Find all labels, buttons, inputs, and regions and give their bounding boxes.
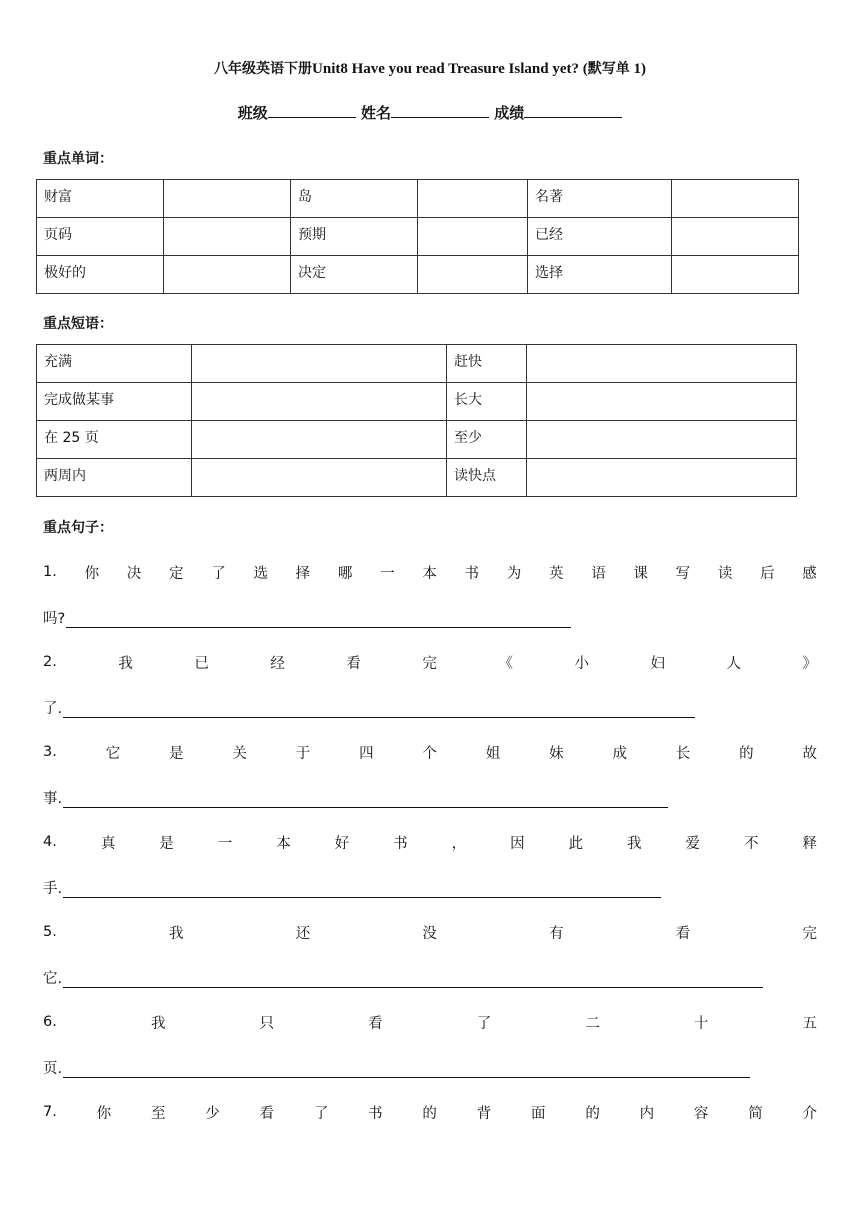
sentence-char: 我 [150,1015,166,1032]
phrase-cell: 充满 [37,345,192,383]
answer-cell[interactable] [164,180,291,218]
sentence-char: 有 [549,925,564,942]
sentence-char: 姐 [485,745,501,762]
word-cell: 决定 [291,256,418,294]
sentence-char: 了 [476,1015,492,1032]
sentence-char: 你 [84,565,100,582]
phrase-cell: 长大 [447,383,527,421]
answer-blank-line[interactable] [63,701,695,718]
words-section-label: 重点单词： [43,151,113,167]
answer-blank-line[interactable] [63,881,661,898]
answer-cell[interactable] [418,180,528,218]
sentence-char: 没 [422,925,437,942]
table-row [37,345,797,383]
answer-cell[interactable] [672,218,799,256]
phrase-cell: 赶快 [447,345,527,383]
sentence-char: 语 [591,565,606,582]
table-row [37,256,799,294]
sentence-tail: 事. [43,791,63,807]
sentence-char: 书 [464,565,480,582]
sentence-number: 6. [43,1014,57,1030]
phrase-cell: 两周内 [37,459,192,497]
name-blank[interactable] [391,103,489,118]
sentence-char: 至 [150,1105,166,1122]
class-label: 班级 [237,104,268,122]
sentence-char: 完 [802,925,817,942]
sentence-char: 长 [675,745,691,762]
sentence-char: 看 [368,1015,383,1032]
sentence-char: 背 [476,1105,492,1122]
answer-cell[interactable] [672,256,799,294]
sentences-section-label: 重点句子： [43,520,113,536]
sentence-tail: 它. [43,971,63,987]
sentence-char: 看 [675,925,691,942]
sentence-char: 为 [506,565,522,582]
sentence-prompt-line [43,1101,817,1123]
answer-blank-line[interactable] [63,791,668,808]
sentence-char: 决 [126,565,142,582]
sentence-prompt-line [43,831,817,853]
sentence-char: 介 [802,1105,817,1122]
sentence-char: 十 [693,1015,709,1032]
sentence-char: 少 [205,1105,220,1122]
title-cn: 八年级英语下册 [214,61,313,77]
phrase-cell: 完成做某事 [37,383,192,421]
word-cell: 极好的 [37,256,164,294]
sentence-item [43,831,817,897]
title-en-2: 1) [629,61,646,77]
answer-cell[interactable] [418,256,528,294]
sentence-char: 内 [639,1105,655,1122]
sentence-char: 你 [96,1105,112,1122]
word-cell: 已经 [528,218,672,256]
sentence-char: 是 [169,745,184,762]
sentence-char: 书 [393,835,408,852]
sentence-char: 一 [217,835,233,852]
sentence-char: 看 [259,1105,275,1122]
sentence-char: 故 [802,745,817,762]
sentence-char: 个 [422,745,437,762]
title-cn-2: 默写单 [587,61,630,77]
sentence-char: 爱 [685,835,700,852]
sentence-answer-line [43,876,661,898]
answer-cell[interactable] [192,345,447,383]
sentence-char: ， [451,835,467,852]
sentence-char: 好 [334,835,350,852]
answer-cell[interactable] [527,383,797,421]
score-label: 成绩 [494,104,525,122]
sentence-answer-line [43,1056,750,1078]
sentence-char: 妹 [549,745,564,762]
phrases-section-label: 重点短语： [43,316,113,332]
sentence-char: 完 [422,655,437,672]
score-blank[interactable] [524,103,622,118]
sentence-char: 我 [169,925,184,942]
sentence-char: 只 [259,1015,275,1032]
sentence-item [43,741,817,807]
sentence-char: 本 [422,565,437,582]
sentence-char: 选 [253,565,268,582]
sentence-char: 关 [232,745,247,762]
word-cell: 预期 [291,218,418,256]
sentence-char: 看 [346,655,361,672]
sentence-char: 哪 [337,565,353,582]
sentence-char: 了 [313,1105,329,1122]
sentence-number: 7. [43,1104,57,1120]
sentence-char: 容 [693,1105,709,1122]
table-row [37,383,797,421]
sentence-char: 妇 [650,655,665,672]
sentence-tail: 手. [43,881,63,897]
sentence-char: 于 [295,745,311,762]
sentence-answer-line [43,966,763,988]
answer-cell[interactable] [192,383,447,421]
sentence-tail: 页. [43,1061,63,1077]
answer-blank-line[interactable] [63,1061,750,1078]
sentence-char: 的 [422,1105,437,1122]
sentence-answer-line [43,606,571,628]
table-row [37,218,799,256]
sentence-char: 的 [585,1105,600,1122]
sentence-char: 写 [675,565,691,582]
table-row [37,459,797,497]
sentence-char: 后 [760,565,775,582]
sentence-item [43,651,817,717]
student-info-line [0,102,860,123]
sentence-char: 是 [159,835,174,852]
answer-cell[interactable] [527,459,797,497]
answer-cell[interactable] [527,421,797,459]
sentence-prompt-line [43,921,817,943]
sentence-char: 课 [633,565,648,582]
sentence-number: 4. [43,834,57,850]
worksheet-title [0,58,860,78]
sentence-answer-line [43,696,695,718]
table-row [37,180,799,218]
words-table [36,179,799,294]
sentence-tail: 吗? [43,611,66,627]
sentence-char: 二 [585,1015,600,1032]
answer-cell[interactable] [527,345,797,383]
answer-blank-line[interactable] [63,971,763,988]
sentence-char: 面 [531,1105,546,1122]
answer-cell[interactable] [418,218,528,256]
phrase-cell: 在 25 页 [37,421,192,459]
word-cell: 页码 [37,218,164,256]
answer-cell[interactable] [192,459,447,497]
answer-blank-line[interactable] [66,611,571,628]
answer-cell[interactable] [164,256,291,294]
sentence-char: 择 [295,565,311,582]
sentence-char: 五 [802,1015,817,1032]
table-row [37,421,797,459]
sentence-char: 我 [118,655,133,672]
sentence-char: 成 [612,745,627,762]
title-en: Unit8 Have you read Treasure Island yet? ( [312,61,588,77]
answer-cell[interactable] [192,421,447,459]
sentence-prompt-line [43,651,817,673]
word-cell: 财富 [37,180,164,218]
sentence-char: 此 [568,835,584,852]
sentence-char: 释 [802,835,817,852]
sentence-char: 》 [802,655,817,672]
name-label: 姓名 [360,104,391,122]
word-cell: 名著 [528,180,672,218]
sentence-char: 感 [802,565,817,582]
sentence-char: 已 [194,655,209,672]
word-cell: 岛 [291,180,418,218]
sentence-char: 小 [574,655,589,672]
sentence-item [43,561,817,627]
sentence-prompt-line [43,741,817,763]
sentence-item [43,921,817,987]
sentence-char: 因 [510,835,525,852]
sentence-char: 一 [380,565,395,582]
sentence-char: 还 [295,925,311,942]
answer-cell[interactable] [672,180,799,218]
sentence-char: 不 [743,835,759,852]
phrase-cell: 读快点 [447,459,527,497]
sentence-char: 真 [100,835,116,852]
sentence-item [43,1101,817,1123]
sentence-char: 《 [498,655,513,672]
sentence-char: 经 [270,655,285,672]
sentence-answer-line [43,786,668,808]
sentence-char: 本 [276,835,291,852]
sentence-char: 简 [748,1105,763,1122]
sentence-char: 四 [359,745,374,762]
sentence-char: 的 [739,745,754,762]
sentence-number: 1. [43,564,57,580]
class-blank[interactable] [268,103,356,118]
sentence-char: 了 [211,565,226,582]
sentence-char: 定 [169,565,184,582]
sentence-char: 人 [726,655,741,672]
sentence-char: 书 [368,1105,383,1122]
sentence-char: 读 [717,565,733,582]
sentence-prompt-line [43,1011,817,1033]
sentence-item [43,1011,817,1077]
sentence-prompt-line [43,561,817,583]
sentence-number: 5. [43,924,57,940]
sentence-number: 3. [43,744,57,760]
sentence-char: 我 [627,835,642,852]
phrase-cell: 至少 [447,421,527,459]
sentence-char: 它 [105,745,121,762]
sentence-number: 2. [43,654,57,670]
sentence-tail: 了. [43,701,63,717]
answer-cell[interactable] [164,218,291,256]
phrases-table [36,344,797,497]
sentence-char: 英 [548,565,564,582]
word-cell: 选择 [528,256,672,294]
